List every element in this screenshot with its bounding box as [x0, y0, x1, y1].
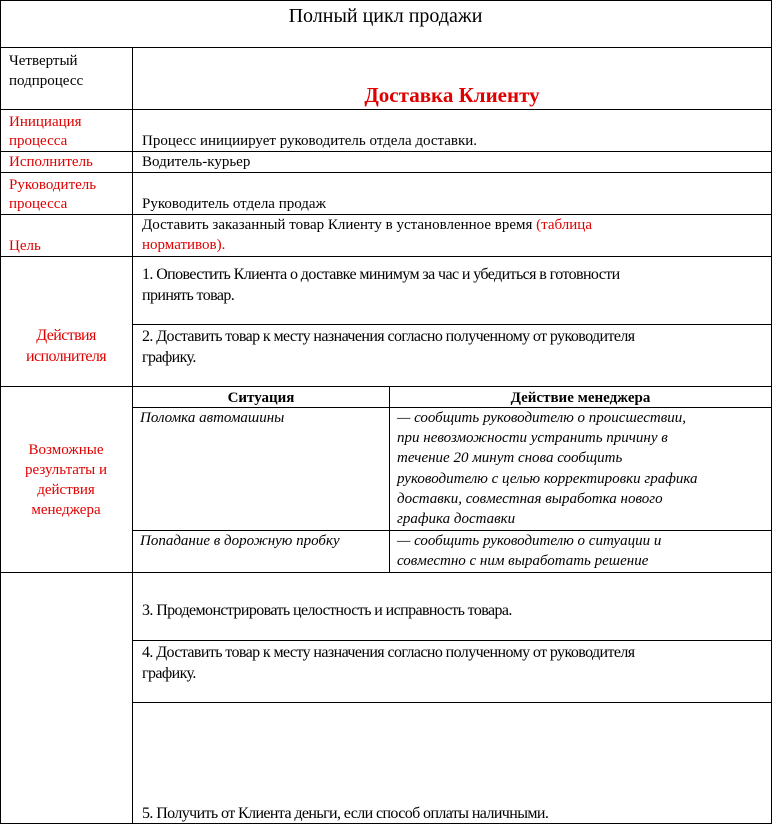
divider [0, 109, 771, 110]
divider [0, 172, 771, 173]
goal-value-red: (таблица [536, 217, 592, 233]
action-1-line4: руководителю с целью корректировки графика [397, 471, 698, 487]
manager-label-line2: процесса [9, 196, 68, 212]
header-manager-action: Действие менеджера [510, 390, 651, 406]
action-1-line5: доставки, совместная выработка нового [397, 491, 663, 507]
goal-label: Цель [9, 238, 41, 254]
action-2-line1: — сообщить руководителю о ситуации и [397, 533, 662, 549]
actions-label-line2: исполнителя [26, 348, 106, 365]
step4-line1: 4. Доставить товар к месту назначения согласно полученному от руководителя [142, 644, 635, 661]
step4-line2: графику. [142, 665, 196, 682]
divider [132, 324, 771, 325]
executor-label: Исполнитель [9, 154, 93, 170]
step1-line2: принять товар. [142, 287, 235, 304]
manager-label-line1: Руководитель [9, 177, 97, 193]
action-1-line3: течение 20 минут снова сообщить [397, 450, 623, 466]
column-divider [132, 47, 133, 823]
outcomes-label-line4: менеджера [31, 502, 101, 518]
divider [0, 151, 771, 152]
initiation-label-line2: процесса [9, 133, 68, 149]
step2-line1: 2. Доставить товар к месту назначения согласно полученному от руководителя [142, 328, 635, 345]
outcomes-label-line2: результаты и [25, 462, 107, 478]
step3: 3. Продемонстрировать целостность и исправность товара. [142, 602, 512, 619]
action-1-line6: графика доставки [397, 511, 516, 527]
divider [0, 386, 771, 387]
divider [0, 47, 771, 48]
action-1-line2: при невозможности устранить причину в [397, 430, 668, 446]
subprocess-label-line2: подпроцесс [9, 73, 84, 89]
manager-value: Руководитель отдела продаж [142, 196, 326, 212]
header-situation: Ситуация [227, 390, 295, 406]
executor-value: Водитель-курьер [142, 154, 251, 170]
situation-2: Попадание в дорожную пробку [140, 533, 340, 549]
actions-label-line1: Действия [36, 327, 96, 344]
situation-1: Поломка автомашины [140, 410, 285, 426]
step1-line1: 1. Оповестить Клиента о доставке минимум за час и убедиться в готовности [142, 266, 620, 283]
action-2-line2: совместно с ним выработать решение [397, 553, 649, 569]
initiation-value: Процесс инициирует руководитель отдела доставки. [142, 133, 478, 149]
subprocess-label-line1: Четвертый [9, 53, 78, 69]
divider [0, 572, 771, 573]
goal-value-text: Доставить заказанный товар Клиенту в установленное время [142, 217, 537, 233]
initiation-label-line1: Инициация [9, 114, 82, 130]
goal-value-line1 [142, 215, 592, 235]
outcomes-label-line1: Возможные [28, 442, 104, 458]
divider [132, 702, 771, 703]
divider [0, 256, 771, 257]
action-1-line1: — сообщить руководителю о происшествии, [397, 410, 686, 426]
divider [132, 640, 771, 641]
outcomes-label-line3: действия [37, 482, 95, 498]
step5: 5. Получить от Клиента деньги, если способ оплаты наличными. [142, 805, 549, 822]
subprocess-name: Доставка Клиенту [364, 83, 540, 107]
page-title: Полный цикл продажи [288, 5, 483, 27]
goal-value-line2: нормативов). [142, 237, 226, 253]
column-divider [389, 386, 390, 572]
step2-line2: графику. [142, 349, 196, 366]
